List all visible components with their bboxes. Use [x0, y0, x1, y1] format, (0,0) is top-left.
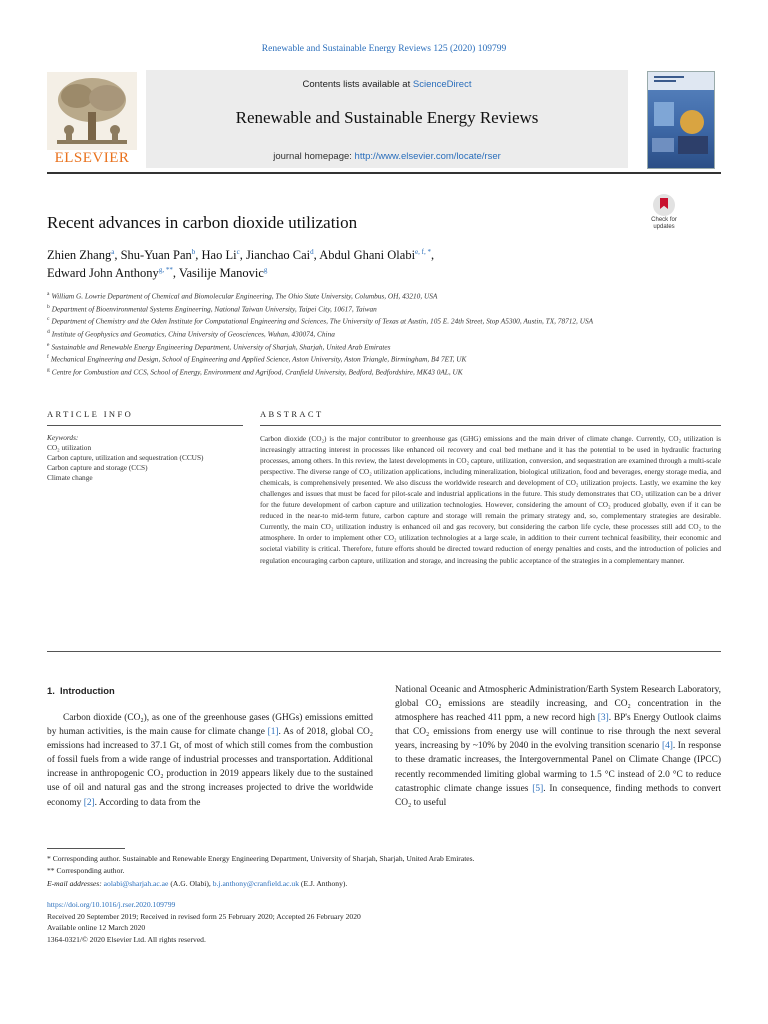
doi-link[interactable]: https://doi.org/10.1016/j.rser.2020.109799	[47, 900, 176, 909]
affiliation-text: Mechanical Engineering and Design, School of Engineering and Applied Science, Aston University, Aston Triangle, Birmingham, B4 7ET, UK	[50, 354, 467, 364]
authors-line-1: Zhien Zhang$^a$, Shu-Yuan Pan$^b$, Hao Li$^c$, Jianchao Cai$^d$, Abdul Ghani Olabi$^{e, f, *}$,	[47, 248, 435, 263]
author-affil-mark[interactable]: d	[310, 248, 314, 256]
header-divider	[47, 172, 721, 174]
intro-number: 1.	[47, 685, 55, 696]
author-affil-mark[interactable]: e, f, *	[415, 248, 431, 256]
affiliation-mark: f	[47, 354, 49, 361]
author-affil-mark[interactable]: g	[263, 266, 268, 274]
affiliations-list	[47, 289, 727, 377]
author-name[interactable]: Edward John Anthony	[47, 266, 159, 281]
email-link[interactable]: b.j.anthony@cranfield.ac.uk	[212, 878, 300, 888]
received-dates: Received 20 September 2019; Received in revised form 25 February 2020; Accepted 26 February 2020	[47, 911, 361, 921]
corresponding-author-note: * Corresponding author. Sustainable and Renewable Energy Engineering Department, University of Sharjah, Sharjah, United Arab Emirates.	[47, 854, 475, 863]
intro-text: . BP's Energy Outlook claims that CO₂ emissions from energy use will continue to rise through the next several years, increasing by ~10% by 2040 in the evolving transition scenario	[395, 713, 721, 752]
keywords-label: Keywords:	[47, 433, 79, 442]
citation-link[interactable]: [2]	[83, 797, 95, 808]
intro-text: . In response to these dramatic increases, the Intergovernmental Panel on Climate Change (IPCC) recently recommended limiting global warming to 1.5 °C instead of 2.0 °C to reduce catastrophic climate change issues	[395, 741, 721, 794]
affiliation-text: William G. Lowrie Department of Chemical and Biomolecular Engineering, The Ohio State University, Columbus, OH, 43210, USA	[51, 291, 438, 301]
journal-homepage	[146, 151, 628, 162]
keyword-item: CO₂ utilization	[47, 443, 92, 453]
affiliation-mark: e	[47, 341, 50, 348]
intro-text: Carbon dioxide (CO₂), as one of the greenhouse gases (GHGs) emissions emitted by human activities, is the main cause for climate change	[47, 713, 373, 738]
keyword-item: Carbon capture, utilization and sequestration (CCUS)	[47, 453, 204, 463]
affiliation-text: Institute of Geophysics and Geomatics, China University of Geosciences, Wuhan, 430074, China	[51, 329, 335, 339]
author-affil-mark[interactable]: g, **	[158, 266, 173, 274]
article-info-heading: ARTICLE INFO	[47, 409, 134, 419]
author-name[interactable]: Vasilije Manovic	[178, 266, 264, 281]
author-affil-mark[interactable]: a	[111, 248, 115, 256]
affiliation-mark: b	[47, 303, 50, 310]
footnotes	[47, 853, 721, 890]
intro-left-column	[47, 711, 373, 810]
abstract-heading: ABSTRACT	[260, 409, 324, 419]
email-owner: (E.J. Anthony).	[299, 878, 348, 888]
contents-line	[146, 79, 628, 90]
footnote-divider	[47, 848, 125, 849]
intro-right-column	[395, 683, 721, 810]
affiliation-item	[47, 340, 727, 353]
keywords-block	[47, 433, 243, 483]
affiliation-text: Department of Chemistry and the Oden Institute for Computational Engineering and Sciences, The University of Texas at Austin, 105 E. 24th Street, Stop A5300, Austin, TX, 78712, USA	[51, 316, 594, 326]
affiliation-text: Centre for Combustion and CCS, School of Energy, Environment and Agrifood, Cranfield University, Bedford, Bedfordshire, MK43 0AL, UK	[51, 367, 463, 377]
keyword-item: Carbon capture and storage (CCS)	[47, 463, 148, 473]
author-name[interactable]: Jianchao Cai	[245, 248, 311, 263]
affiliation-mark: g	[47, 366, 50, 373]
email-label: E-mail addresses:	[47, 878, 102, 888]
affiliation-text: Department of Bioenvironmental Systems Engineering, National Taiwan University, Taipei City, 10617, Taiwan	[51, 304, 377, 314]
authors-line-2: Edward John Anthony$^{g, **}$, Vasilije Manovic$^g$	[47, 266, 268, 281]
intro-text: National Oceanic and Atmospheric Administration/Earth System Research Laboratory, global CO₂ emissions are steadily increasing, and CO₂ concentration in the atmosphere has reached 411 ppm, a new record high	[395, 685, 721, 724]
intro-text: . In consequence, finding methods to convert CO₂ to useful	[395, 783, 721, 808]
check-updates-label: Check for updates	[651, 217, 677, 230]
homepage-label: journal homepage:	[273, 151, 355, 162]
citation-link[interactable]: [4]	[661, 741, 673, 752]
citation-link[interactable]: [3]	[597, 713, 609, 724]
author-name[interactable]: Abdul Ghani Olabi	[319, 248, 416, 263]
corresponding-author-note: ** Corresponding author.	[47, 866, 125, 876]
intro-text: . According to data from the	[94, 797, 201, 808]
citation-link[interactable]: [5]	[532, 783, 544, 794]
abstract-bottom-divider	[47, 651, 721, 652]
affiliation-text: Sustainable and Renewable Energy Engineering Department, University of Sharjah, Sharjah, United Arab Emirates	[51, 341, 391, 351]
publisher-name: ELSEVIER	[54, 150, 130, 166]
journal-citation[interactable]: Renewable and Sustainable Energy Reviews 125 (2020) 109799	[261, 44, 507, 54]
publication-info	[47, 899, 721, 945]
available-online: Available online 12 March 2020	[47, 923, 146, 932]
affiliation-item	[47, 327, 727, 340]
affiliation-item	[47, 302, 727, 315]
affiliation-mark: c	[47, 316, 50, 323]
affiliation-mark: a	[47, 291, 50, 297]
intro-heading	[47, 685, 115, 696]
keyword-item: Climate change	[47, 473, 93, 483]
check-updates-icon	[653, 194, 675, 216]
email-link[interactable]: aolabi@sharjah.ac.ae	[103, 878, 169, 888]
citation-link[interactable]: [1]	[267, 727, 279, 738]
journal-cover-thumbnail[interactable]	[647, 71, 715, 169]
copyright: 1364-0321/© 2020 Elsevier Ltd. All rights reserved.	[47, 934, 206, 944]
article-info-divider	[47, 425, 243, 426]
contents-prefix: Contents lists available at	[302, 79, 413, 90]
sciencedirect-link[interactable]: ScienceDirect	[412, 79, 472, 90]
paper-title: Recent advances in carbon dioxide utilization	[47, 213, 358, 232]
journal-title: Renewable and Sustainable Energy Reviews	[235, 108, 539, 127]
affiliation-item	[47, 314, 727, 327]
affiliation-item	[47, 289, 727, 302]
abstract-divider	[260, 425, 721, 426]
abstract-text: Carbon dioxide (CO₂) is the major contributor to greenhouse gas (GHG) emissions and the main driver of climate change. Currently, CO₂ utilization is increasingly attracting interest in processes like enhanced oil recovery and coal bed methane and it has the potential to be used in hydraulic fracturing processes, among others. In this review, the latest developments in CO₂ capture, utilization, conversion, and sequestration are examined through a multi-scale perspective. The diverse range of CO₂ utilization applications, including mineralization, biological utilization, food and beverages, energy storage media, and chemicals, is comprehensively presented. We also discuss the worldwide research and development of CO₂ utilization projects. Lastly, we examine the key challenges and issues that must be faced for pilot-scale and industrial applications in the future. This study demonstrates that CO₂ utilization can be a driver for the future development of carbon capture and utilization technologies. However, considering the amount of CO₂ produced globally, even if it can be reduced in the near-to mid-term future, carbon capture and storage will remain the primary strategy and, so, complementary strategies are desirable. Currently, the main CO₂ utilization industry is enhanced oil and gas recovery, but considering the carbon life cycle, these processes still add CO₂ to the atmosphere. In order to implement other CO₂ utilization technologies at a large scale, in addition to their current technical feasibility, their economic and societal viability is critical. Therefore, future efforts should be directed toward reduction of energy penalties and costs, and the introduction of policies and regulation encouraging carbon capture, utilization and storage, and increasing the public acceptance of the strategies in a complementary manner.	[260, 434, 721, 565]
author-affil-mark[interactable]: b	[191, 248, 196, 256]
author-name[interactable]: Zhien Zhang	[47, 248, 112, 263]
affiliation-item	[47, 365, 727, 378]
author-name[interactable]: Shu-Yuan Pan	[120, 248, 192, 263]
affiliation-mark: d	[47, 328, 50, 335]
author-affil-mark[interactable]: c	[236, 248, 240, 256]
email-owner: (A.G. Olabi),	[168, 878, 213, 888]
homepage-link[interactable]: http://www.elsevier.com/locate/rser	[354, 151, 501, 162]
affiliation-item	[47, 352, 727, 365]
intro-text: . As of 2018, global CO₂ emissions had increased to 37.1 Gt, of most of which still comes from the combustion of fossil fuels from a wide range of industrial processes and transportation. Additional increase in anthropogenic CO₂ production in 2019 appears likely due to the sustained use of oil and natural gas and the strong increases projected to drive the worldwide economy	[47, 727, 373, 808]
intro-title: Introduction	[60, 685, 115, 696]
email-addresses	[47, 878, 721, 890]
author-name[interactable]: Hao Li	[201, 248, 237, 263]
check-for-updates-button[interactable]	[644, 194, 684, 234]
